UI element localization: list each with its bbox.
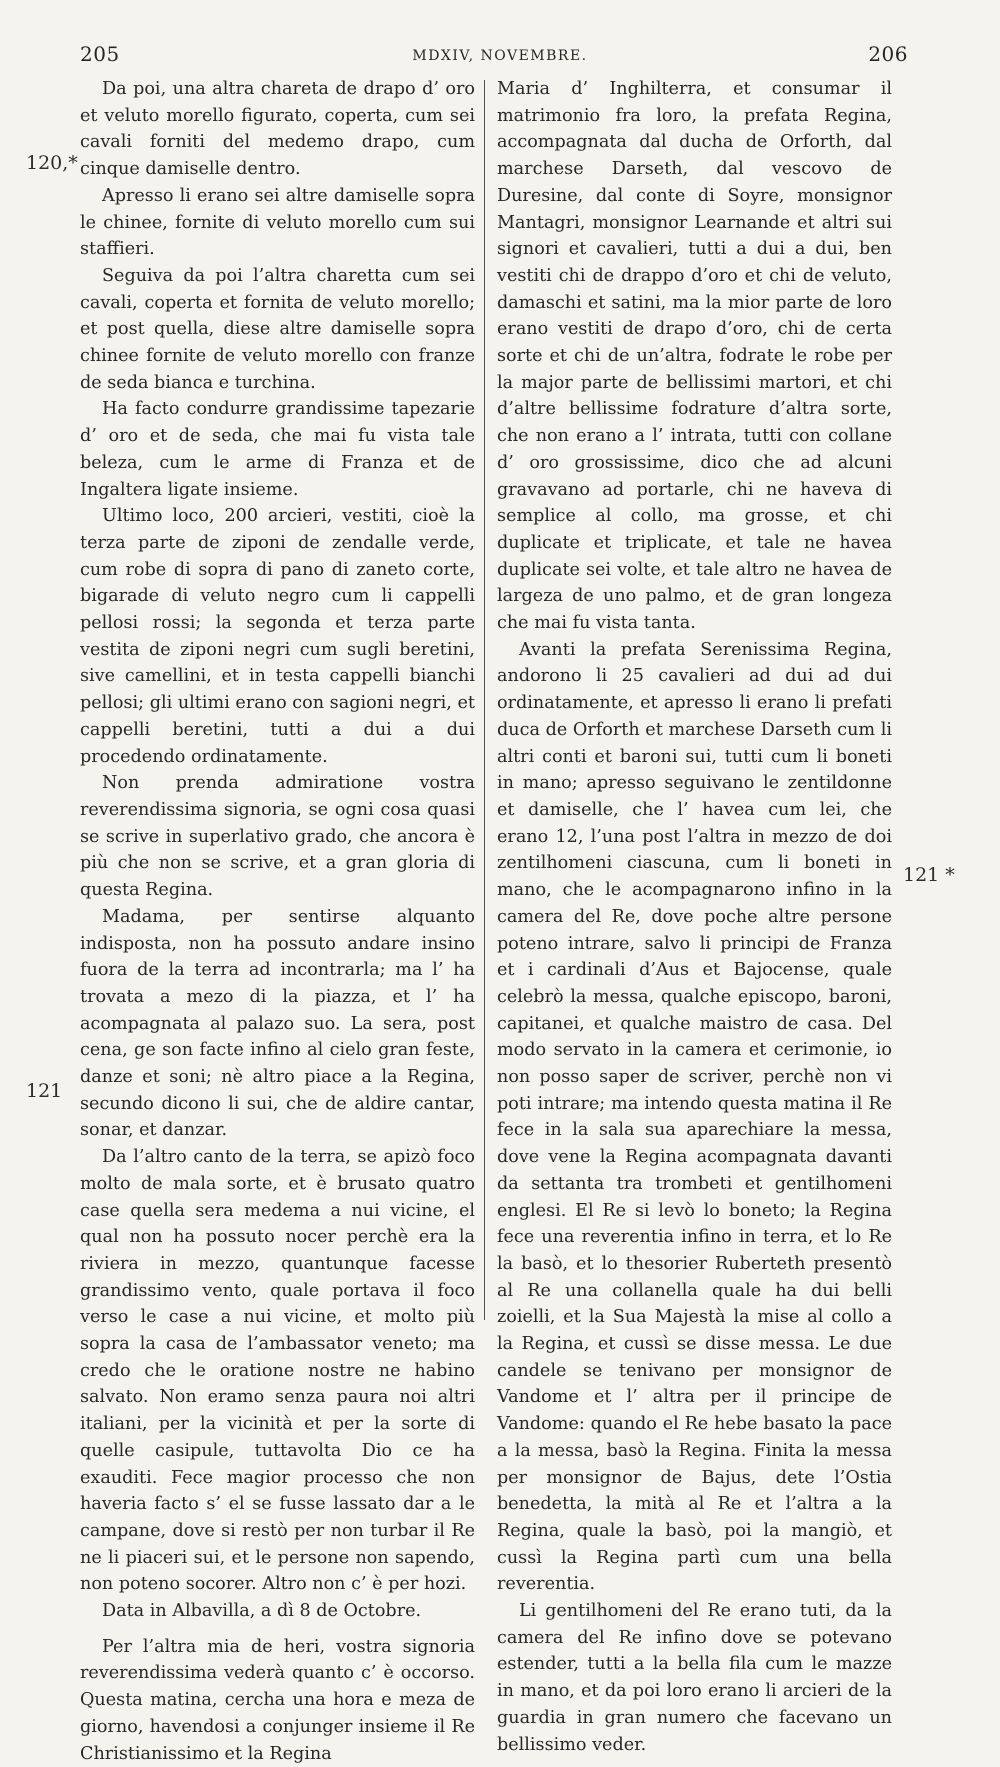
running-header: MDXIV, NOVEMBRE. [412, 48, 588, 64]
paragraph: Maria d’ Inghilterra, et consumar il matrimonio fra loro, la prefata Regina, accompagnata dal ducha de Orforth, dal marchese Darseth, dal vescovo de Duresine, dal conte di Soyre, monsignor Mantagri, monsignor Learnande et altri sui signori et cavalieri, tutti a dui a dui, ben vestiti chi de drappo d’oro et chi de veluto, damaschi et satini, ma la mior parte de loro erano vestiti de drapo d’oro, chi de certa sorte et chi de un’altra, fodrate le robe per la major parte de bellissimi martori, et chi d’altre bellissime fodrature d’altra sorte, che non erano a l’ intrata, tutti con collane d’ oro grossissime, dico che ad alcuni gravavano ad portarle, chi ne haveva di semplice al collo, ma grosse, et chi duplicate et triplicate, et tale ne havea duplicate sei volte, et tale altro ne havea de largeza de uno palmo, et de gran longeza che mai fu vista tanta. [497, 79, 892, 634]
paragraph: Avanti la prefata Serenissima Regina, andorono li 25 cavalieri ad dui ad dui ordinatamente, et apresso li erano li prefati duca de Orforth et marchese Darseth cum li altri conti et baroni sui, tutti cum li boneti in mano; apresso seguivano le zentildonne et damiselle, che l’ havea cum lei, che erano 12, l’una post l’altra in mezzo de doi zentilhomeni ciascuna, cum li boneti in mano, che le acompagnarono infino in la camera del Re, dove poche altre persone poteno intrare, salvo li principi de Franza et i cardinali d’Aus et Bajocense, quale celebrò la messa, qualche episcopo, baroni, capitanei, et qualche maistro de casa. Del modo servato in la camera et cerimonie, io non posso saper de scriver, perchè non vi poti intrare; ma intendo questa matina il Re fece in la sala sua aparechiare la messa, dove vene la Regina acompagnata davanti da settanta tra trombeti et gentilhomeni englesi. El Re si levò lo boneto; la Regina fece una reverentia infino in terra, et lo Re la basò, et lo thesorier Ruberteth presentò al Re una collanella quale ha dui belli zoielli, et la Sua Majestà la mise al collo a la Regina, et cussì se disse messa. Le due candele se tenivano per monsignor de Vandome et l’ altra per il principe de Vandome: quando el Re hebe basato la pace a la messa, basò la Regina. Finita la messa per monsignor de Bajus, dete l’Ostia benedetta, la mità al Re et l’altra a la Regina, quale la basò, poi la mangiò, et cussì la Regina partì cum una bella reverentia. [497, 639, 892, 1595]
left-column [80, 76, 475, 1767]
page-number-left: 205 [80, 42, 120, 66]
margin-note: 121 * [903, 864, 955, 886]
column-divider [484, 80, 485, 1320]
margin-note: 120,* [26, 152, 78, 174]
paragraph: Non prenda admiratione vostra reverendissima signoria, se ogni cosa quasi se scrive in superlativo grado, che ancora è più che non se scrive, et a gran gloria di questa Regina. [80, 773, 475, 901]
paragraph: Apresso li erano sei altre damiselle sopra le chinee, fornite di veluto morello cum sui staffieri. [80, 185, 475, 260]
dateline: Data in Albavilla, a dì 8 de Octobre. [102, 1601, 422, 1622]
paragraph: Per l’altra mia de heri, vostra signoria reverendissima vederà quanto c’ è occorso. Questa matina, cercha una hora e meza de giorno, havendosi a conjunger insieme il Re Christianissimo et la Regina [80, 1636, 475, 1764]
paragraph: Seguiva da poi l’altra charetta cum sei cavali, coperta et fornita de veluto morello; et post quella, diese altre damiselle sopra chinee fornite de veluto morello con franze de seda bianca e turchina. [80, 265, 475, 393]
paragraph: Da l’altro canto de la terra, se apizò foco molto de mala sorte, et è brusato quatro case quella sera medema a nui vicine, el qual non ha possuto nocer perchè era la riviera in mezzo, quantunque facesse grandissimo vento, quale portava il foco verso le case a nui vicine, et molto più sopra la casa de l’ambassator veneto; ma credo che le oratione nostre ne habino salvato. Non eramo senza paura noi altri italiani, per la vicinità et per la sorte di quelle casipule, tuttavolta Dio ce ha exauditi. Fece magior processo che non haveria facto s’ el se fusse lassato dar a le campane, dove si restò per non turbar il Re ne li piaceri sui, et le persone non sapendo, non poteno socorer. Altro non c’ è per hozi. [80, 1147, 475, 1595]
paragraph: Da poi, una altra chareta de drapo d’ oro et veluto morello figurato, coperta, cum sei cavali forniti del medemo drapo, cum cinque damiselle dentro. [80, 79, 475, 180]
paragraph: Ha facto condurre grandissime tapezarie d’ oro et de seda, che mai fu vista tale beleza, cum le arme di Franza et de Ingaltera ligate insieme. [80, 399, 475, 500]
right-column [497, 76, 892, 1758]
paragraph: Li gentilhomeni del Re erano tuti, da la camera del Re infino dove se potevano estender, tutti a la bella fila cum le mazze in mano, et da poi loro erano li arcieri de la guardia in gran numero che facevano un bellissimo veder. [497, 1601, 892, 1755]
margin-note: 121 [26, 1080, 63, 1102]
paragraph: Madama, per sentirse alquanto indisposta, non ha possuto andare insino fuora de la terra ad incontrarla; ma l’ ha trovata a mezo di la piazza, et l’ ha acompagnata al palazo suo. La sera, post cena, ge son facte infino al cielo gran feste, danze et soni; nè altro piace a la Regina, secundo dicono li sui, che de aldire cantar, sonar, et danzar. [80, 906, 475, 1141]
page-number-right: 206 [868, 42, 908, 66]
paragraph: Ultimo loco, 200 arcieri, vestiti, cioè la terza parte de ziponi de zendalle verde, cum robe di sopra di pano di zaneto corte, bigarade di veluto negro cum li cappelli pellosi rossi; la segonda et terza parte vestita de ziponi negri cum sugli beretini, sive camellini, et in testa cappelli bianchi pellosi; gli ultimi erano con sagioni negri, et cappelli beretini, tutti a dui a dui procedendo ordinatamente. [80, 506, 475, 767]
